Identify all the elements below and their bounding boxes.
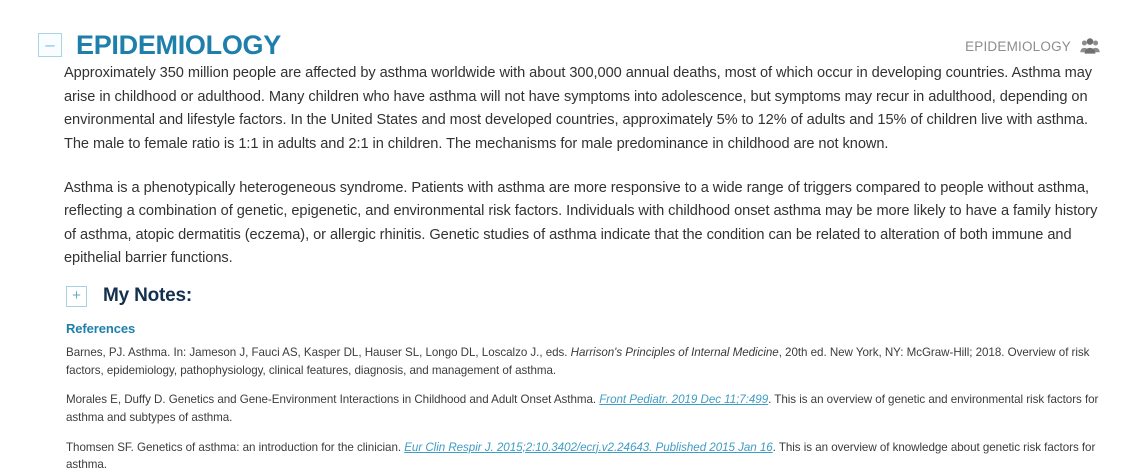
- section-tag: [965, 38, 1100, 54]
- reference-item: [66, 391, 1100, 426]
- section-tag-label: EPIDEMIOLOGY: [965, 38, 1071, 54]
- plus-box-icon[interactable]: [66, 286, 87, 307]
- reference-pre-text: Barnes, PJ. Asthma. In: Jameson J, Fauci AS, Kasper DL, Hauser SL, Longo DL, Loscalzo J., eds.: [66, 346, 571, 360]
- reference-pre-text: Thomsen SF. Genetics of asthma: an introduction for the clinician.: [66, 440, 405, 454]
- reference-post-text: . This is an overview of knowledge about genetic risk factors for asthma.: [66, 440, 1096, 472]
- my-notes-label: My Notes:: [103, 285, 192, 307]
- body-paragraph: Asthma is a phenotypically heterogeneous syndrome. Patients with asthma are more responsive to a wide range of triggers compared to people without asthma, reflecting a combination of genetic, epigenetic, and environmental risk factors. Individuals with childhood onset asthma may be more likely to have a family history of asthma, atopic dermatitis (eczema), or allergic rhinitis. Genetic studies of asthma indicate that the condition can be related to alteration of both immune and epithelial barrier functions.: [64, 179, 1098, 267]
- references-list: [66, 344, 1100, 474]
- my-notes-toggle-row[interactable]: [66, 285, 1100, 307]
- minus-glyph: –: [45, 34, 55, 54]
- plus-glyph: +: [72, 287, 81, 305]
- reference-link[interactable]: Front Pediatr. 2019 Dec 11;7:499: [599, 393, 769, 407]
- page-title: EPIDEMIOLOGY: [76, 29, 281, 60]
- section-header: [0, 0, 1140, 62]
- reference-link[interactable]: Eur Clin Respir J. 2015;2:10.3402/ecrj.v2.24643. Published 2015 Jan 16: [404, 440, 773, 454]
- reference-post-text: . This is an overview of genetic and environmental risk factors for asthma and subtypes of asthma.: [66, 393, 1099, 424]
- users-group-icon: [1080, 38, 1100, 54]
- reference-source-title: Harrison's Principles of Internal Medicine: [570, 346, 779, 360]
- reference-item: [66, 439, 1100, 474]
- reference-pre-text: Morales E, Duffy D. Genetics and Gene-Environment Interactions in Childhood and Adult Onset Asthma.: [66, 393, 600, 407]
- reference-post-text: , 20th ed. New York, NY: McGraw-Hill; 2018. Overview of risk factors, epidemiology, pathophysiology, clinical features, diagnosis, and management of asthma.: [66, 346, 1090, 377]
- body-paragraph: Approximately 350 million people are affected by asthma worldwide with about 300,000 annual deaths, most of which occur in developing countries. Asthma may arise in childhood or adulthood. Many children who have asthma will not have symptoms into adolescence, but symptoms may recur in adulthood, depending on environmental and lifestyle factors. In the United States and most developed countries, approximately 5% to 12% of adults and 15% of children live with asthma. The male to female ratio is 1:1 in adults and 2:1 in children. The mechanisms for male predominance in childhood are not known.: [64, 65, 1092, 152]
- references-heading: References: [66, 321, 136, 337]
- section-body: [0, 62, 1140, 474]
- minus-box-icon[interactable]: [38, 33, 62, 57]
- reference-item: [66, 344, 1100, 379]
